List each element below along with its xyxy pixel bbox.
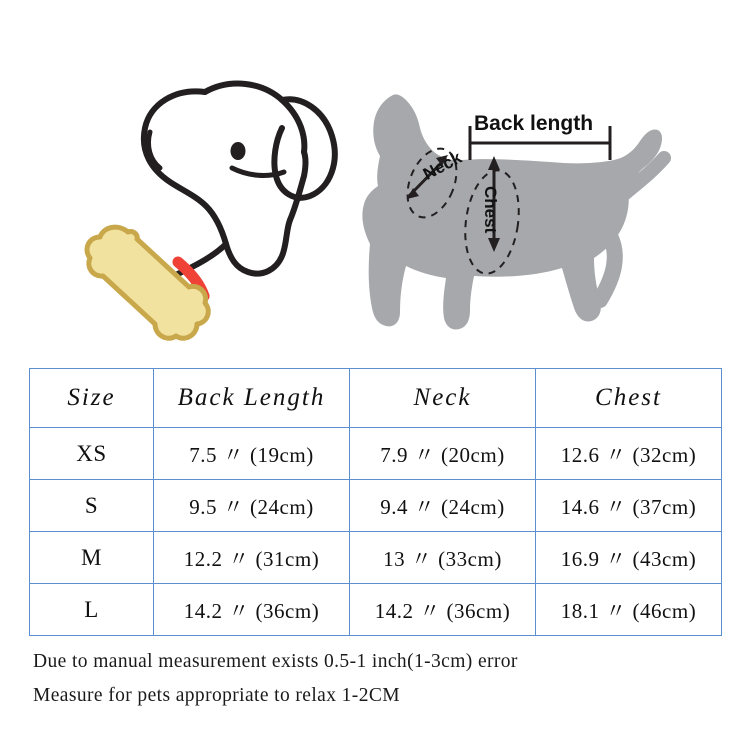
dog-eye-icon [231,142,246,160]
illustration-area [0,0,750,355]
header-size: Size [30,369,154,428]
cell-neck: 7.9 〃 (20cm) [350,428,536,480]
bone-icon [87,227,208,338]
table-header-row [30,369,722,428]
neck-label: Neck [420,147,465,184]
cell-chest: 14.6 〃 (37cm) [536,480,722,532]
cell-neck: 9.4 〃 (24cm) [350,480,536,532]
outline-dog-graphic [87,84,335,339]
cell-size: XS [30,428,154,480]
back-length-label: Back length [474,112,594,135]
cell-neck: 14.2 〃 (36cm) [350,584,536,636]
cell-chest: 16.9 〃 (43cm) [536,532,722,584]
table-row [30,428,722,480]
cell-chest: 18.1 〃 (46cm) [536,584,722,636]
table-row [30,584,722,636]
dog-illustration-svg [0,0,750,355]
notes-section [33,645,733,713]
cell-size: L [30,584,154,636]
cell-back-length: 12.2 〃 (31cm) [154,532,350,584]
size-table-wrapper [29,368,721,636]
cell-neck: 13 〃 (33cm) [350,532,536,584]
cell-size: M [30,532,154,584]
chest-label: Chest [481,186,500,234]
cell-back-length: 14.2 〃 (36cm) [154,584,350,636]
header-chest: Chest [536,369,722,428]
cell-size: S [30,480,154,532]
size-table [29,368,722,636]
note-relax-allowance: Measure for pets appropriate to relax 1-2CM [33,685,401,706]
table-row [30,532,722,584]
note-measurement-error: Due to manual measurement exists 0.5-1 inch(1-3cm) error [33,651,518,672]
cell-back-length: 9.5 〃 (24cm) [154,480,350,532]
header-neck: Neck [350,369,536,428]
cell-chest: 12.6 〃 (32cm) [536,428,722,480]
cell-back-length: 7.5 〃 (19cm) [154,428,350,480]
header-back-length: Back Length [154,369,350,428]
table-row [30,480,722,532]
